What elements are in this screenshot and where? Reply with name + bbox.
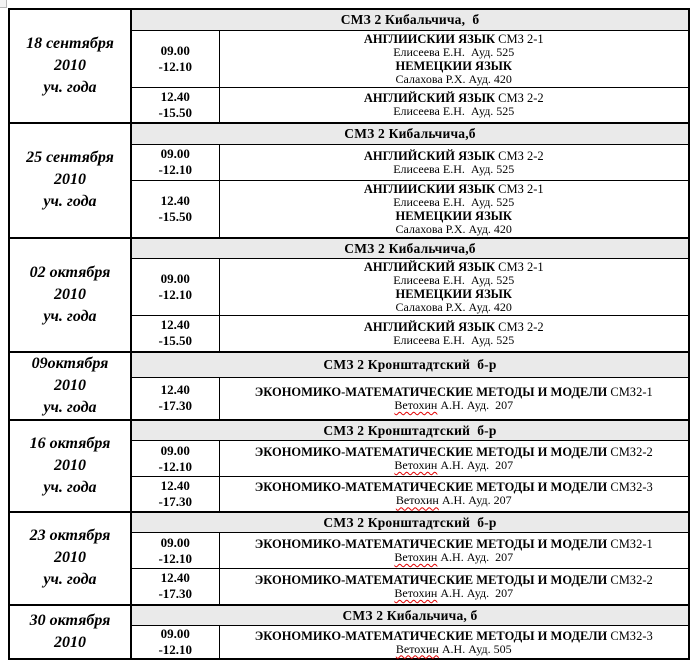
time-cell[interactable]: [131, 477, 219, 512]
time-start: 12.40: [160, 570, 190, 586]
time-end: -17.30: [158, 493, 193, 509]
subject-cell[interactable]: [219, 259, 689, 316]
subject-cell[interactable]: [219, 533, 689, 569]
time-cell[interactable]: [131, 180, 219, 238]
teacher-details: А.Н. Ауд. 207: [437, 458, 514, 472]
subject-line: [222, 573, 687, 587]
teacher-name-misspelled: Ветохин: [394, 397, 438, 412]
teacher-line: [222, 399, 687, 412]
subject-line: [222, 32, 687, 46]
time-end: -12.10: [158, 550, 193, 566]
date-line: 16 октября: [29, 434, 111, 452]
teacher-line: [222, 223, 687, 236]
date-line: уч. года: [43, 307, 97, 325]
date-cell[interactable]: [9, 512, 131, 605]
location-header[interactable]: [131, 238, 689, 259]
time-end: -12.10: [158, 642, 193, 657]
subject-name: АНГЛИЙСКИЙ ЯЗЫК: [363, 319, 496, 334]
subject-cell[interactable]: [219, 569, 689, 605]
date-cell[interactable]: [9, 420, 131, 512]
subject-line: [222, 445, 687, 459]
teacher-line: [222, 274, 687, 287]
group-code: СМЗ2-2: [607, 572, 653, 587]
schedule-table: [8, 8, 690, 660]
teacher-line: [222, 587, 687, 600]
subject-line: [222, 91, 687, 105]
subject-line: [222, 537, 687, 551]
date-line: 09октября: [31, 354, 109, 372]
subject-cell[interactable]: [219, 87, 689, 123]
teacher-details: А.Н. Ауд. 505: [438, 641, 512, 656]
teacher-line: [222, 163, 687, 176]
time-end: -17.30: [158, 586, 193, 602]
location-header-text: СМЗ 2 Кронштадтский б-р: [323, 514, 497, 530]
time-end: -12.10: [158, 58, 193, 74]
group-code: СМЗ 2-2: [495, 91, 544, 106]
teacher-name: Елисеева Е.Н. Ауд. 525: [393, 44, 515, 59]
time-start: 12.40: [160, 317, 190, 333]
teacher-name: Салахова Р.Х. Ауд. 420: [395, 300, 512, 314]
time-cell[interactable]: [131, 316, 219, 352]
teacher-line: [222, 46, 687, 59]
subject-line: [222, 287, 687, 301]
subject-name: ЭКОНОМИКО-МАТЕМАТИЧЕСКИЕ МЕТОДЫ И МОДЕЛИ: [254, 384, 608, 399]
time-start: 09.00: [160, 42, 190, 58]
teacher-line: [222, 73, 687, 86]
subject-name: ЭКОНОМИКО-МАТЕМАТИЧЕСКИЕ МЕТОДЫ И МОДЕЛИ: [254, 537, 608, 551]
location-header[interactable]: [131, 512, 689, 533]
teacher-line: [222, 494, 687, 507]
time-end: -15.50: [158, 333, 193, 349]
subject-cell[interactable]: [219, 30, 689, 87]
group-code: СМЗ 2-2: [495, 148, 544, 163]
group-code: СМЗ 2-2: [495, 319, 544, 334]
subject-name: НЕМЕЦКИИ ЯЗЫК: [395, 58, 513, 73]
schedule-block: [9, 352, 689, 420]
subject-name: АНГЛИЙСКИЙ ЯЗЫК: [363, 91, 496, 106]
location-header-text: СМЗ 2 Кибальчича, б: [340, 12, 480, 28]
date-line: 25 сентября: [26, 149, 114, 167]
teacher-line: [222, 301, 687, 314]
subject-name: АНГЛИЙСКИЙ ЯЗЫК: [363, 148, 496, 163]
teacher-name: Елисеева Е.Н. Ауд. 525: [393, 194, 515, 209]
time-cell[interactable]: [131, 626, 219, 660]
group-code: СМЗ2-2: [607, 445, 653, 459]
teacher-line: [222, 551, 687, 564]
teacher-name-misspelled: Ветохин: [394, 585, 438, 600]
time-end: -17.30: [158, 398, 193, 414]
group-code: СМЗ 2-1: [495, 260, 544, 274]
time-end: -15.50: [158, 208, 193, 224]
subject-cell[interactable]: [219, 180, 689, 238]
subject-line: [222, 59, 687, 73]
subject-line: [222, 149, 687, 163]
group-code: СМЗ2-1: [607, 384, 653, 399]
teacher-name: Салахова Р.Х. Ауд. 420: [395, 71, 512, 86]
time-cell[interactable]: [131, 87, 219, 123]
teacher-name: Елисеева Е.Н. Ауд. 525: [393, 332, 515, 347]
group-code: СМЗ2-3: [607, 628, 653, 643]
teacher-line: [222, 334, 687, 347]
schedule-block: [9, 238, 689, 352]
teacher-name-misspelled: Ветохин: [394, 458, 438, 472]
teacher-line: [222, 105, 687, 118]
group-code: СМЗ2-1: [607, 537, 653, 551]
location-header-text: СМЗ 2 Кибальчича, б: [342, 607, 478, 623]
location-header-text: СМЗ 2 Кибальчича,б: [344, 240, 476, 256]
location-header-text: СМЗ 2 Кронштадтский б-р: [323, 357, 497, 373]
date-line: 2010: [54, 171, 86, 189]
location-header[interactable]: [131, 352, 689, 378]
date-line: уч. года: [43, 193, 97, 211]
location-header-text: СМЗ 2 Кронштадтский б-р: [323, 422, 497, 438]
date-cell[interactable]: [9, 238, 131, 352]
time-cell[interactable]: [131, 144, 219, 180]
location-header[interactable]: [131, 9, 689, 30]
date-line: уч. года: [43, 571, 97, 588]
time-cell[interactable]: [131, 533, 219, 569]
time-start: 12.40: [160, 88, 190, 104]
teacher-details: А.Н. Ауд. 207: [437, 585, 514, 600]
teacher-name: Елисеева Е.Н. Ауд. 525: [393, 161, 515, 176]
time-start: 09.00: [160, 626, 190, 641]
time-start: 09.00: [160, 146, 190, 161]
subject-name: ЭКОНОМИКО-МАТЕМАТИЧЕСКИЕ МЕТОДЫ И МОДЕЛИ: [254, 572, 608, 587]
date-line: 02 октября: [29, 263, 111, 281]
time-end: -12.10: [158, 287, 193, 302]
subject-name: ЭКОНОМИКО-МАТЕМАТИЧЕСКИЕ МЕТОДЫ И МОДЕЛИ: [254, 445, 608, 459]
time-cell[interactable]: [131, 259, 219, 316]
date-line: 30 октября: [29, 611, 111, 629]
teacher-line: [222, 643, 687, 656]
time-start: 12.40: [160, 477, 190, 493]
subject-name: АНГЛИИСКИИ ЯЗЫК: [363, 31, 496, 46]
time-cell[interactable]: [131, 569, 219, 605]
time-cell[interactable]: [131, 378, 219, 420]
location-header-text: СМЗ 2 Кибальчича,б: [344, 126, 476, 142]
teacher-line: [222, 459, 687, 472]
group-code: СМЗ 2-1: [495, 181, 544, 196]
subject-name: ЭКОНОМИКО-МАТЕМАТИЧЕСКИЕ МЕТОДЫ И МОДЕЛИ: [254, 480, 608, 495]
subject-line: [222, 209, 687, 223]
subject-line: [222, 182, 687, 196]
subject-name: АНГЛИЙСКИЙ ЯЗЫК: [363, 260, 496, 274]
date-line: уч. года: [43, 398, 97, 416]
time-start: 09.00: [160, 271, 190, 286]
date-line: 2010: [54, 549, 86, 566]
subject-line: [222, 260, 687, 274]
date-cell[interactable]: [9, 9, 131, 123]
time-cell[interactable]: [131, 30, 219, 87]
time-cell[interactable]: [131, 441, 219, 477]
group-code: СМЗ2-3: [607, 480, 653, 495]
subject-cell[interactable]: [219, 144, 689, 180]
schedule-block: [9, 512, 689, 605]
group-code: СМЗ 2-1: [495, 31, 544, 46]
date-line: 2010: [54, 456, 86, 474]
location-header[interactable]: [131, 420, 689, 441]
teacher-name-misspelled: Ветохин: [395, 493, 439, 508]
subject-cell[interactable]: [219, 626, 689, 660]
table-move-handle-icon[interactable]: [0, 0, 7, 8]
subject-line: [222, 385, 687, 399]
time-start: 09.00: [160, 442, 190, 458]
date-line: уч. года: [43, 478, 97, 496]
time-end: -12.10: [158, 162, 193, 177]
date-line: 23 октября: [29, 527, 111, 544]
subject-name: ЭКОНОМИКО-МАТЕМАТИЧЕСКИЕ МЕТОДЫ И МОДЕЛИ: [254, 628, 608, 643]
schedule-block: [9, 123, 689, 238]
subject-name: АНГЛИИСКИИ ЯЗЫК: [363, 181, 496, 196]
subject-line: [222, 480, 687, 494]
teacher-name-misspelled: Ветохин: [395, 641, 439, 656]
subject-name: НЕМЕЦКИИ ЯЗЫК: [395, 287, 513, 301]
subject-cell[interactable]: [219, 477, 689, 512]
teacher-name: Елисеева Е.Н. Ауд. 525: [393, 273, 515, 287]
date-line: 2010: [54, 57, 86, 74]
teacher-name: Салахова Р.Х. Ауд. 420: [395, 221, 512, 236]
date-line: 2010: [54, 376, 86, 394]
subject-name: НЕМЕЦКИИ ЯЗЫК: [395, 208, 513, 223]
teacher-name: Елисеева Е.Н. Ауд. 525: [393, 104, 515, 119]
time-end: -15.50: [158, 104, 193, 120]
location-header[interactable]: [131, 605, 689, 626]
time-start: 12.40: [160, 192, 190, 208]
schedule-block: [9, 420, 689, 512]
time-end: -12.10: [158, 458, 193, 474]
schedule-block: [9, 9, 689, 123]
subject-cell[interactable]: [219, 378, 689, 420]
subject-cell[interactable]: [219, 441, 689, 477]
subject-cell[interactable]: [219, 316, 689, 352]
date-line: 18 сентября: [26, 35, 114, 52]
date-line: 2010: [54, 633, 86, 651]
teacher-name-misspelled: Ветохин: [394, 550, 438, 564]
subject-line: [222, 320, 687, 334]
teacher-line: [222, 196, 687, 209]
date-line: уч. года: [43, 79, 97, 96]
time-start: 09.00: [160, 534, 190, 550]
date-cell[interactable]: [9, 123, 131, 238]
teacher-details: А.Н. Ауд. 207: [438, 493, 512, 508]
date-line: 2010: [54, 285, 86, 303]
subject-line: [222, 629, 687, 643]
date-cell[interactable]: [9, 352, 131, 420]
teacher-details: А.Н. Ауд. 207: [437, 397, 514, 412]
teacher-details: А.Н. Ауд. 207: [437, 550, 514, 564]
time-start: 12.40: [160, 382, 190, 398]
location-header[interactable]: [131, 123, 689, 144]
